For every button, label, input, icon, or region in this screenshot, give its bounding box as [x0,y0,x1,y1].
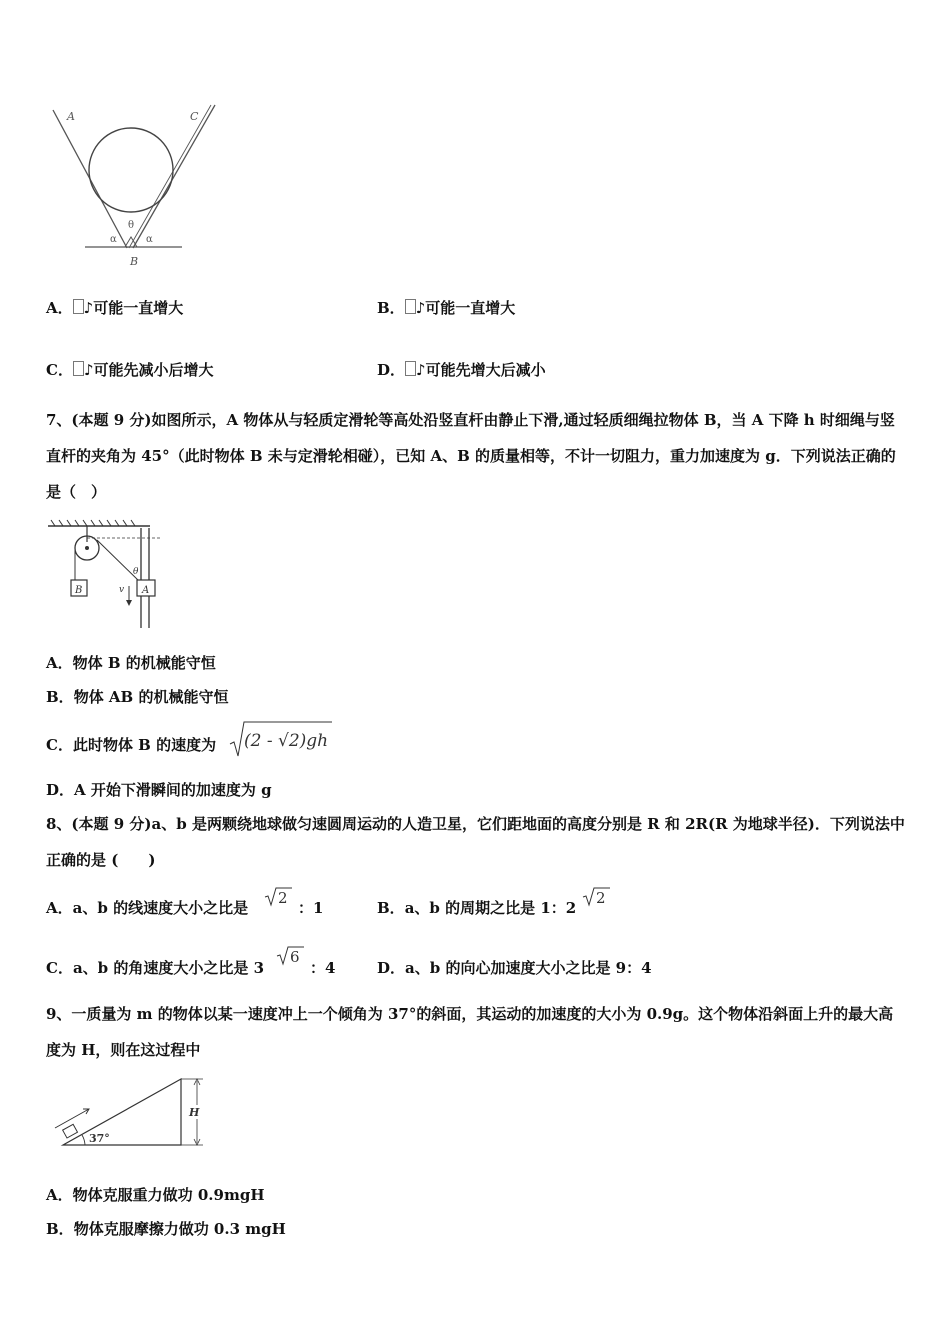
q8-option-a-sqrt [264,885,294,909]
q8-option-c[interactable]: C．a、b 的角速度大小之比是 3 [46,959,265,977]
q7-figure [45,520,165,630]
q7-option-a[interactable]: A．物体 B 的机械能守恒 [46,654,216,672]
q7-option-d[interactable]: D．A 开始下滑瞬间的加速度为 g [46,781,272,799]
q9-label-h: H [189,1106,200,1119]
svg-text:2: 2 [596,889,606,907]
q7-label-theta: θ [133,567,139,577]
q6-option-b[interactable]: B． ♪可能一直增大 [377,299,516,317]
q7-formula-text: (2 - √2)gh [244,731,329,751]
q6-label-alpha2: α [146,234,153,245]
q8-option-d[interactable]: D．a、b 的向心加速度大小之比是 9：4 [377,959,652,977]
q7-label-a: A [142,585,150,596]
q7-label-b: B [75,585,83,596]
q8-stem: 8、(本题 9 分)a、b 是两颗绕地球做匀速圆周运动的人造卫星，它们距地面的高度分别是 R 和 2R(R 为地球半径)．下列说法中正确的是 ( ) [46,815,905,869]
q7-label-v: v [119,585,125,595]
q7-option-c-formula [228,718,338,760]
placeholder-icon [405,299,416,314]
q6-option-a[interactable]: A． ♪可能一直增大 [46,299,184,317]
q6-label-c: C [190,110,199,123]
q9-figure [45,1072,210,1152]
q8-option-c-sqrt [276,944,306,968]
q7-stem: 7、(本题 9 分)如图所示，A 物体从与轻质定滑轮等高处沿竖直杆由静止下滑,通过轻质细绳拉物体 B，当 A 下降 h 时细绳与竖直杆的夹角为 45°（此时物体 B 未与定滑轮相碰），已知 A、B 的质量相等，不计一切阻力，重力加速度为 g．下列说法正确的是（ ） [46,411,896,501]
q9-option-a[interactable]: A．物体克服重力做功 0.9mgH [46,1186,265,1204]
placeholder-icon [73,361,84,376]
q6-label-alpha1: α [110,234,117,245]
q9-option-b[interactable]: B．物体克服摩擦力做功 0.3 mgH [46,1220,286,1238]
q6-label-b: B [130,255,139,268]
q6-option-c[interactable]: C． ♪可能先减小后增大 [46,361,214,379]
q6-label-a: A [67,110,75,123]
q8-option-a[interactable]: A．a、b 的线速度大小之比是 [46,899,249,917]
q8-option-b[interactable]: B．a、b 的周期之比是 1：2 [377,899,577,917]
q7-option-b[interactable]: B．物体 AB 的机械能守恒 [46,688,229,706]
q6-option-d[interactable]: D． ♪可能先增大后减小 [377,361,546,379]
q6-label-theta: θ [128,220,135,231]
q9-label-angle: 37° [89,1132,110,1145]
q8-option-c-tail: ：4 [310,959,336,977]
svg-text:6: 6 [290,948,300,966]
q8-option-b-sqrt [582,885,612,909]
q8-option-a-tail: ：1 [298,899,324,917]
q9-stem: 9、一质量为 m 的物体以某一速度冲上一个倾角为 37°的斜面，其运动的加速度的大小为 0.9g。这个物体沿斜面上升的最大高度为 H，则在这过程中 [46,1005,894,1059]
q6-figure [45,100,199,270]
q7-option-c[interactable]: C．此时物体 B 的速度为 [46,736,217,754]
svg-text:2: 2 [278,889,288,907]
placeholder-icon [405,361,416,376]
placeholder-icon [73,299,84,314]
